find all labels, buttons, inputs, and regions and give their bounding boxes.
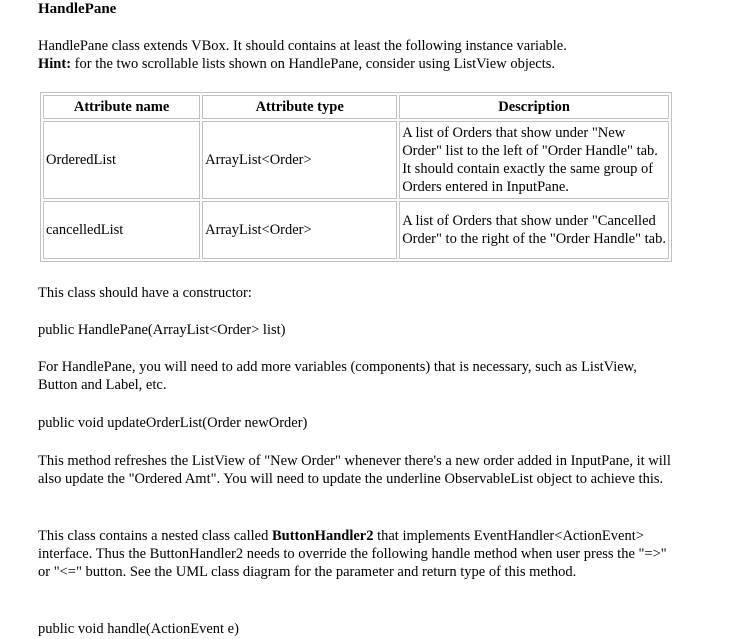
section-heading: HandlePane [38, 1, 117, 17]
table-row [43, 121, 669, 199]
components-note: For HandlePane, you will need to add more variables (components) that is necessary, such as ListView, Button and Label, etc. [38, 359, 637, 393]
cell-attribute-type: ArrayList<Order> [202, 121, 397, 199]
cell-description: A list of Orders that show under "New Order" list to the left of "Order Handle" tab. It should contain exactly the same group of Orders entered in InputPane. [399, 121, 669, 199]
intro-paragraph [38, 37, 678, 73]
update-description: This method refreshes the ListView of "New Order" whenever there's a new order added in InputPane, it will also update the "Ordered Amt". You will need to update the underline ObservableList object to achieve this. [38, 453, 671, 487]
table-header-row [43, 95, 669, 119]
header-description: Description [399, 95, 669, 119]
nested-prefix: This class contains a nested class called [38, 528, 272, 544]
hint-text: for the two scrollable lists shown on HandlePane, consider using ListView objects. [71, 56, 556, 72]
cell-description: A list of Orders that show under "Cancelled Order" to the right of the "Order Handle" tab. [399, 201, 669, 259]
nested-class-name: ButtonHandler2 [271, 528, 374, 544]
attribute-table [40, 92, 672, 262]
cell-attribute-type: ArrayList<Order> [202, 201, 397, 259]
nested-class-paragraph [38, 527, 678, 581]
constructor-intro: This class should have a constructor: [38, 285, 252, 301]
header-attribute-type: Attribute type [202, 95, 397, 119]
nested-suffix: that implements EventHandler<ActionEvent> interface. Thus the ButtonHandler2 needs to override the following handle method when user press the "=>" or "<=" button. See the UML class diagram for the parameter and return type of this method. [38, 528, 667, 580]
hint-label: Hint: [38, 56, 72, 72]
constructor-signature: public HandlePane(ArrayList<Order> list) [38, 322, 286, 338]
cell-attribute-name: cancelledList [43, 201, 200, 259]
intro-line: HandlePane class extends VBox. It should contains at least the following instance variable. [38, 38, 567, 54]
handle-signature: public void handle(ActionEvent e) [38, 621, 239, 637]
table-row [43, 201, 669, 259]
update-signature: public void updateOrderList(Order newOrder) [38, 415, 308, 431]
header-attribute-name: Attribute name [43, 95, 200, 119]
cell-attribute-name: OrderedList [43, 121, 200, 199]
